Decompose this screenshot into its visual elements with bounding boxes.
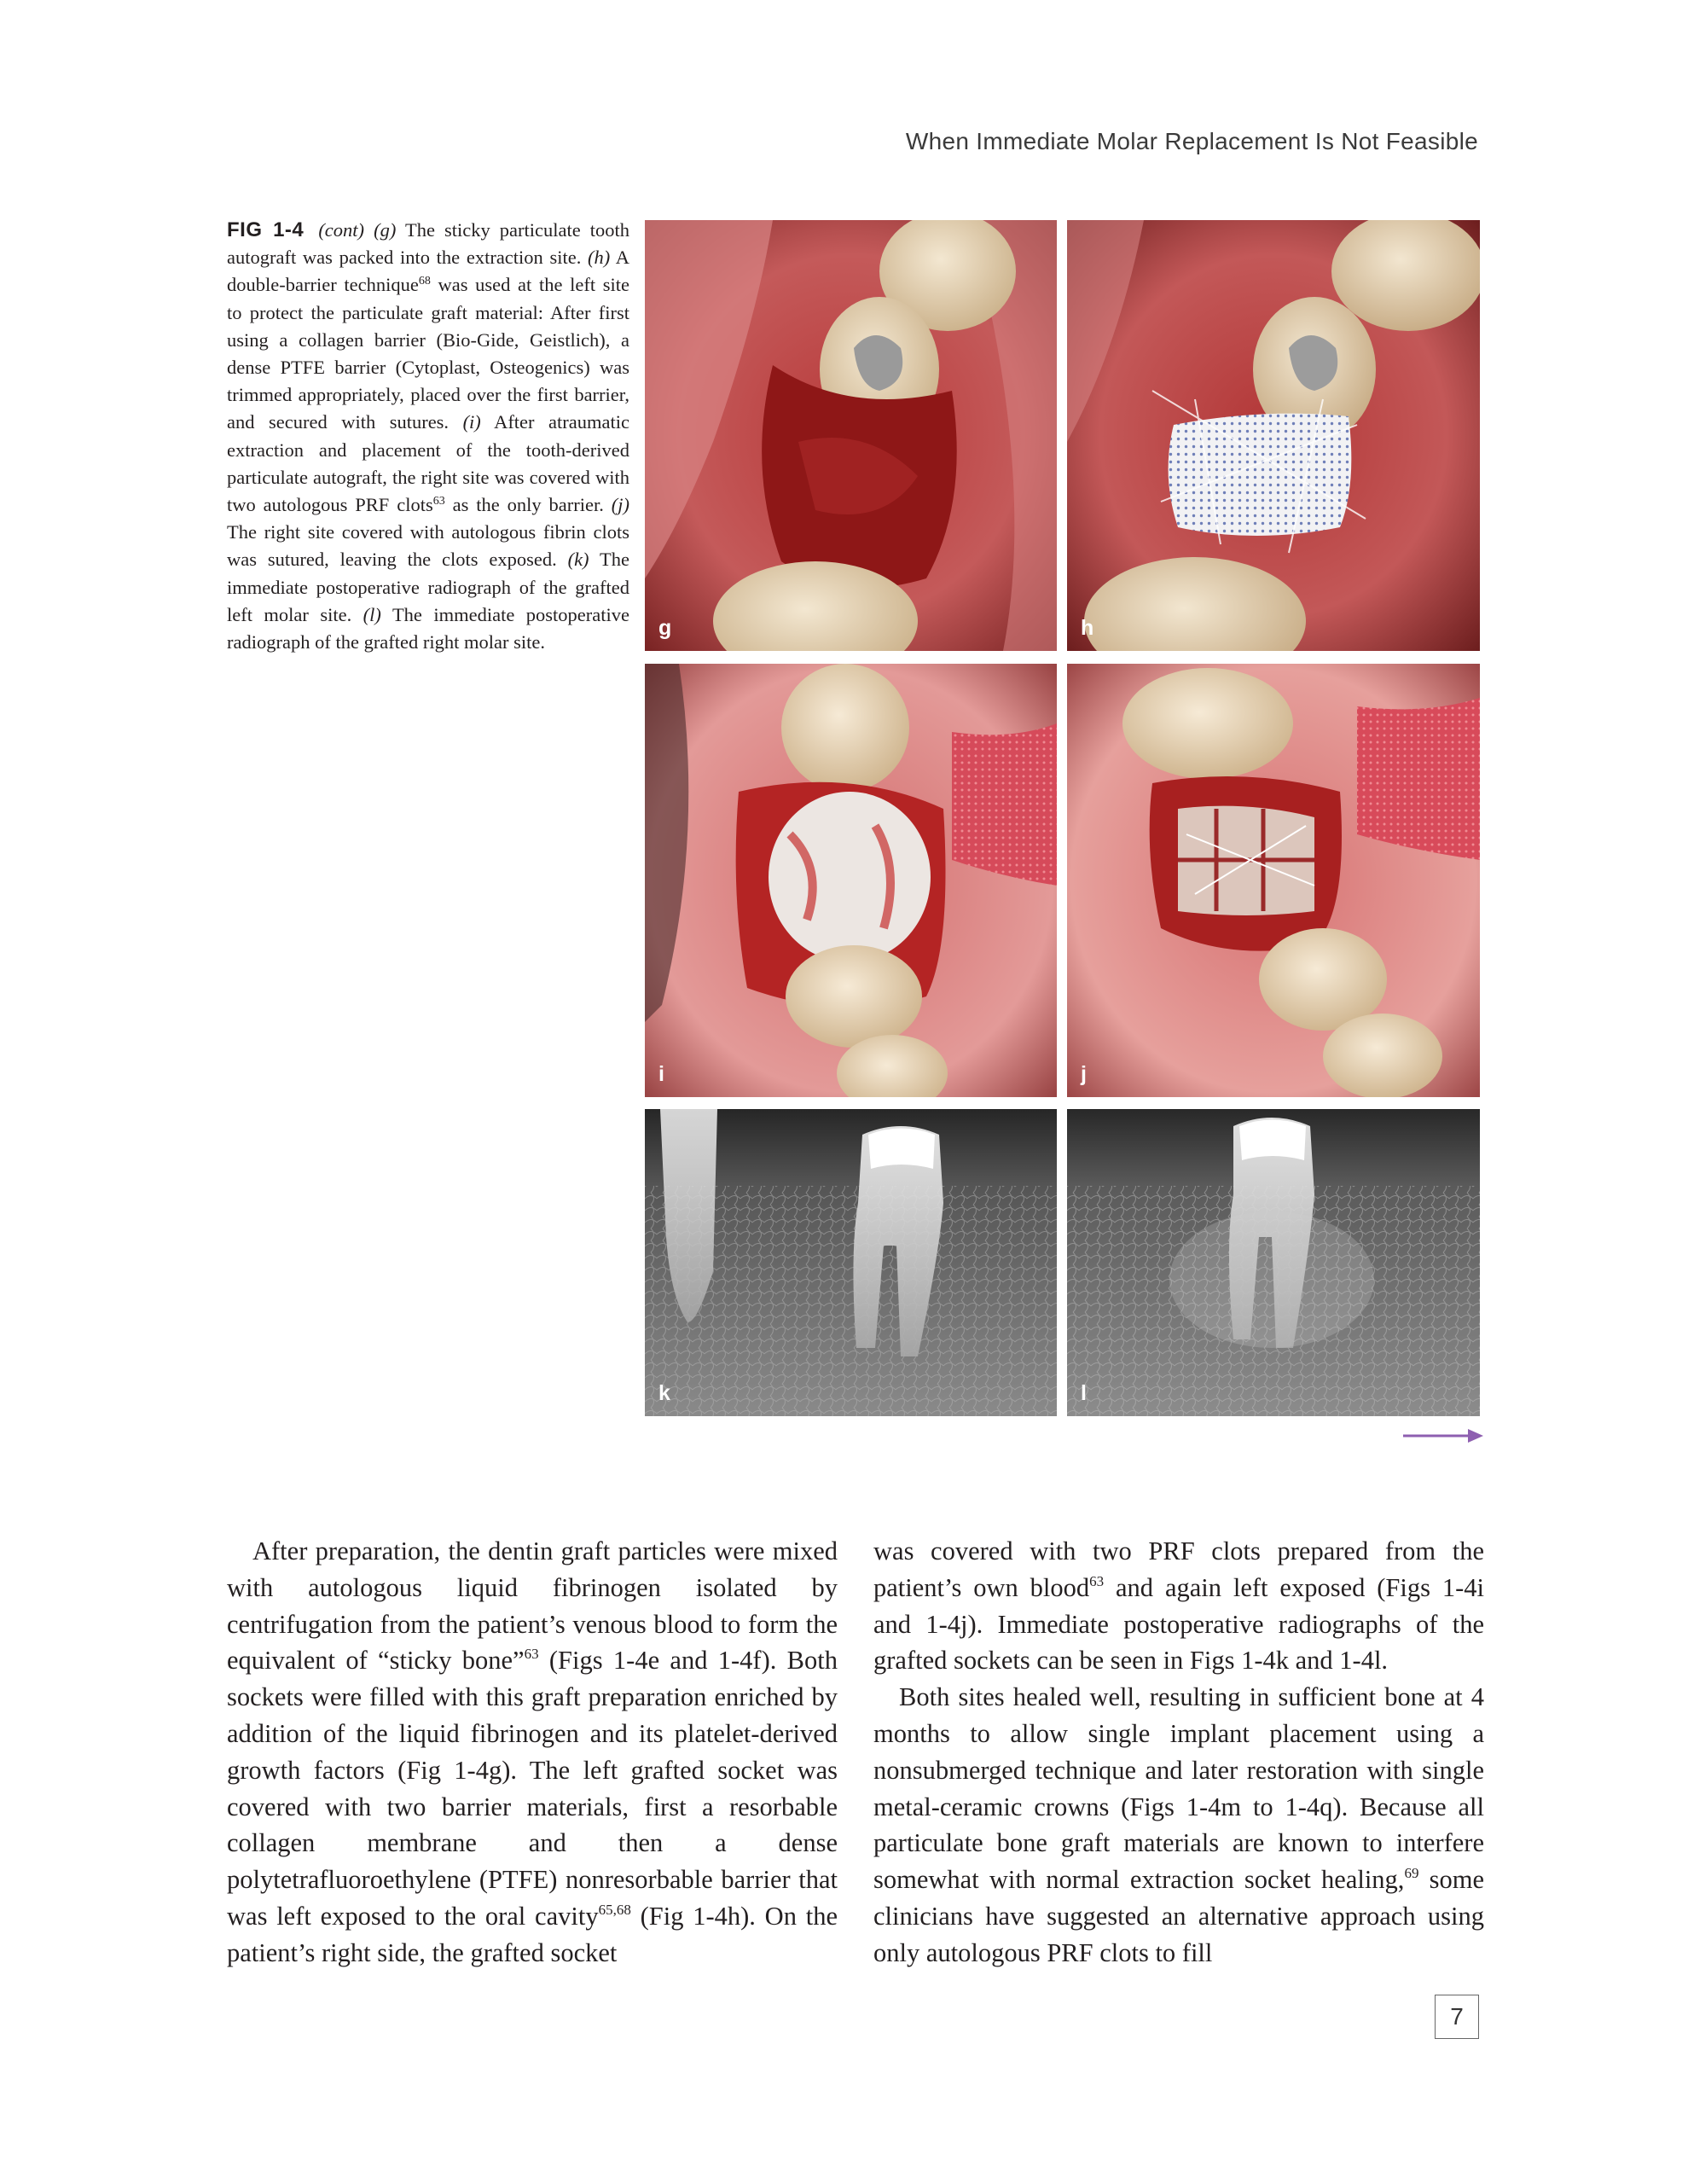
photo-panel-j bbox=[1067, 664, 1480, 1097]
caption-letter-j: (j) bbox=[611, 494, 629, 516]
caption-text-h: A double-barrier technique bbox=[227, 247, 629, 296]
radiograph-panel-k bbox=[645, 1109, 1057, 1416]
reference-superscript: 63 bbox=[524, 1646, 539, 1663]
body-text: (Fig 1-4h). On the patient’s right side, the grafted socket bbox=[227, 1901, 838, 1967]
body-text: Both sites healed well, resulting in sufficient bone at 4 months to allow single implant placement using a nonsubmerged technique and later restoration with single metal-ceramic crowns (Figs 1-4m to 1-4q). Because all particulate bone graft materials are known to interfere somewhat with normal extraction socket healing, bbox=[873, 1682, 1484, 1895]
photo-panel-h bbox=[1067, 220, 1480, 651]
caption-ref-h: 68 bbox=[418, 275, 431, 288]
reference-superscript: 69 bbox=[1404, 1865, 1419, 1882]
body-paragraph bbox=[227, 1533, 838, 1972]
panel-letter-h: h bbox=[1081, 616, 1094, 640]
body-text: After preparation, the dentin graft particles were mixed with autologous liquid fibrinogen isolated by centrifugation from the patient’s venous blood to form the equivalent of “sticky bone” bbox=[227, 1536, 838, 1676]
caption-text-i: After atraumatic extraction and placement of the tooth-derived particulate autograft, the right site was covered with two autologous PRF clots bbox=[227, 411, 629, 516]
photo-panel-g bbox=[645, 220, 1057, 651]
caption-text-h2: was used at the left site to protect the particulate graft material: After first using a collagen barrier (Bio-Gide, Geistlich), a dense PTFE barrier (Cytoplast, Osteogenics) was trimmed appropriately, placed over the first barrier, and secured with sutures. bbox=[227, 274, 629, 433]
running-head: When Immediate Molar Replacement Is Not Feasible bbox=[905, 128, 1478, 154]
panel-letter-j: j bbox=[1081, 1062, 1087, 1086]
photo-panel-i bbox=[645, 664, 1057, 1097]
body-column-right bbox=[873, 1533, 1484, 1972]
caption-text-i2: as the only barrier. bbox=[444, 494, 612, 516]
caption-letter-i: (i) bbox=[462, 411, 481, 433]
body-text: some clinicians have suggested an alternative approach using only autologous PRF clots to fill bbox=[873, 1865, 1484, 1967]
caption-text-g: The sticky particulate tooth autograft was packed into the extraction site. bbox=[227, 219, 630, 269]
caption-ref-i: 63 bbox=[432, 495, 445, 508]
page-number: 7 bbox=[1435, 1995, 1479, 2039]
caption-letter-l: (l) bbox=[363, 603, 381, 625]
body-column-left bbox=[227, 1533, 838, 1972]
caption-text-j: The right site covered with autologous fibrin clots was sutured, leaving the clots exposed. bbox=[227, 521, 629, 571]
figure-label: FIG 1-4 bbox=[227, 218, 305, 241]
panel-letter-g: g bbox=[658, 616, 672, 640]
body-text: (Figs 1-4e and 1-4f). Both sockets were filled with this graft preparation enriched by addition of the liquid fibrinogen and its platelet-derived growth factors (Fig 1-4g). The left grafted socket was covered with two barrier materials, first a resorbable collagen membrane and then a dense polytetrafluoroethylene (PTFE) nonresorbable barrier that was left exposed to the oral cavity bbox=[227, 1646, 838, 1931]
body-text: and again left exposed (Figs 1-4i and 1-4j). Immediate postoperative radiographs of the grafted sockets can be seen in Figs 1-4k and 1-4l. bbox=[873, 1572, 1484, 1676]
body-paragraph bbox=[873, 1533, 1484, 1679]
reference-superscript: 63 bbox=[1089, 1572, 1105, 1589]
caption-letter-h: (h) bbox=[588, 247, 611, 269]
caption-letter-g: (g) bbox=[374, 219, 397, 241]
caption-text-l: The immediate postoperative radiograph of the grafted right molar site. bbox=[227, 603, 629, 653]
caption-text-k: The immediate postoperative radiograph of the grafted left molar site. bbox=[227, 549, 629, 625]
reference-superscript: 65,68 bbox=[598, 1901, 631, 1918]
body-paragraph bbox=[873, 1679, 1484, 1971]
panel-letter-k: k bbox=[658, 1381, 670, 1405]
caption-letter-k: (k) bbox=[567, 549, 589, 571]
figure-caption bbox=[227, 217, 629, 656]
panel-letter-i: i bbox=[658, 1062, 664, 1086]
panel-letter-l: l bbox=[1081, 1381, 1087, 1405]
caption-cont: (cont) bbox=[318, 219, 365, 241]
radiograph-panel-l bbox=[1067, 1109, 1480, 1416]
continue-arrow-icon bbox=[1403, 1426, 1484, 1445]
body-text: was covered with two PRF clots prepared from the patient’s own blood bbox=[873, 1536, 1484, 1602]
